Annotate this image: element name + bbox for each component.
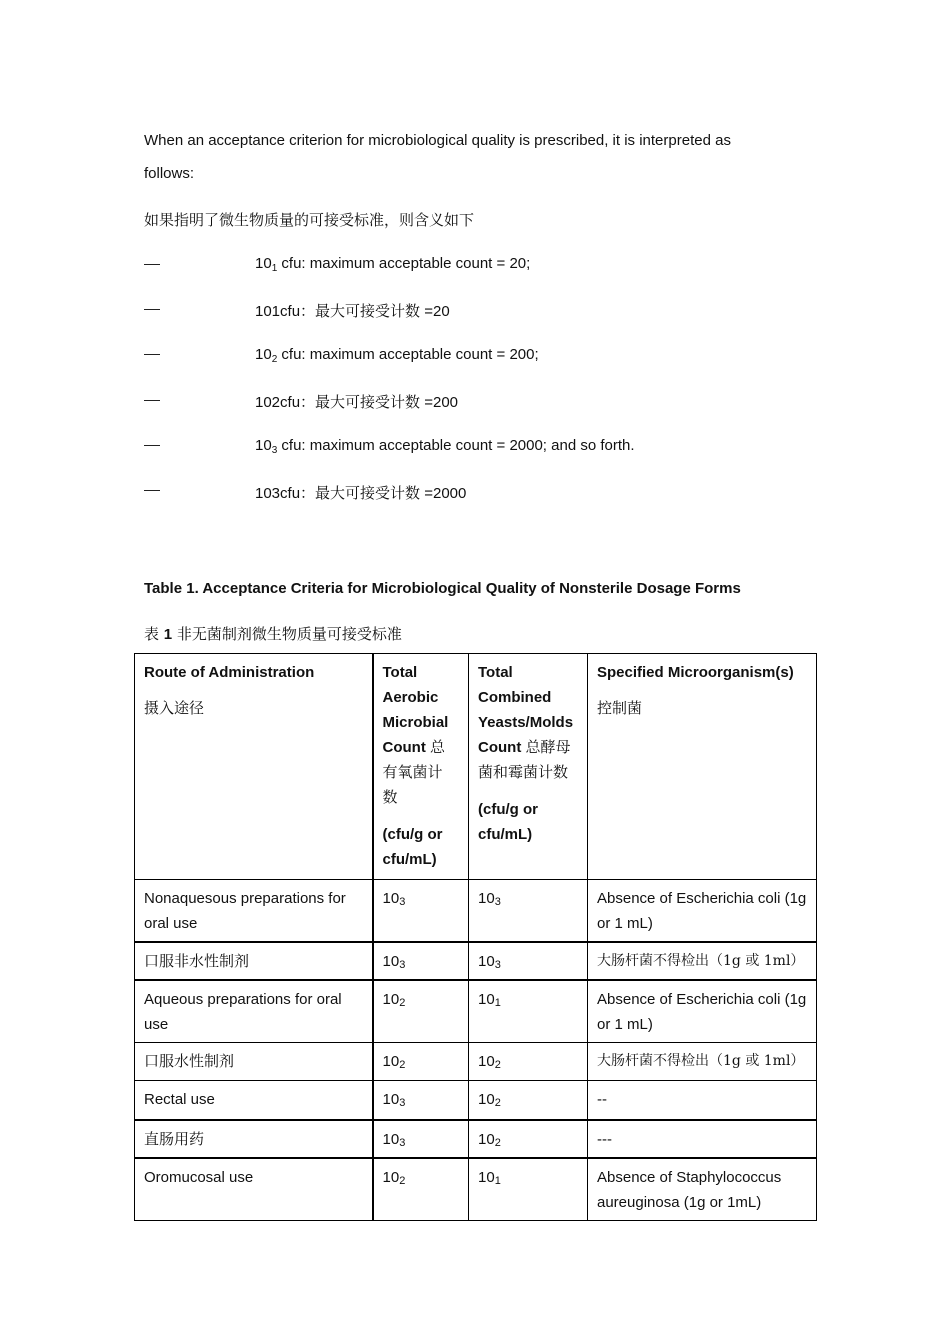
- cell-base: 10: [382, 1168, 400, 1186]
- header-tamc-en: Count: [382, 739, 426, 756]
- criterion-value: =200: [420, 394, 459, 411]
- acceptance-criteria-table: [134, 653, 817, 1221]
- cell-tymc: [469, 880, 588, 942]
- cell-base: 10: [382, 1091, 400, 1108]
- header-tamc: [373, 654, 469, 880]
- header-specified: [588, 654, 817, 880]
- table-header-row: [135, 654, 817, 880]
- header-tymc-en: Total: [478, 664, 513, 681]
- criterion-sub: 2: [271, 354, 278, 365]
- table-title-cn: [144, 623, 402, 644]
- cell-base: 10: [478, 1091, 495, 1108]
- header-tymc-en: Yeasts/Molds: [478, 714, 574, 731]
- header-tymc: [469, 654, 588, 880]
- criterion-prefix: 101cfu：: [255, 303, 316, 320]
- cell-base: 10: [478, 1053, 495, 1070]
- header-tamc-unit: (cfu/g or: [382, 826, 443, 843]
- cell-base: 10: [478, 952, 495, 970]
- intro-line-2: follows:: [144, 165, 195, 182]
- cell-sub: 2: [494, 1136, 501, 1149]
- header-tymc-en: Combined: [478, 689, 552, 706]
- cell-tymc: [469, 1158, 588, 1221]
- table-row: [135, 1120, 817, 1158]
- cell-tymc: [469, 1081, 588, 1120]
- header-tymc-unit: (cfu/g or: [478, 801, 538, 818]
- criterion-base: 10: [255, 346, 272, 363]
- cell-route: Nonaquesous preparations for oral use: [135, 880, 373, 942]
- cell-sub: 3: [399, 896, 406, 908]
- header-tamc-en: Aerobic: [382, 689, 439, 706]
- cell-base: 10: [382, 1053, 400, 1070]
- header-tymc-en: Count: [478, 739, 522, 756]
- criterion-2: [255, 346, 539, 363]
- cell-base: 10: [478, 1130, 495, 1148]
- dash-bullet: [144, 264, 160, 265]
- intro-line-1: When an acceptance criterion for microbiological quality is prescribed, it is interpreted as: [144, 132, 731, 149]
- header-tymc-cn: 总酵母: [525, 738, 571, 756]
- header-tamc-cn: 总: [430, 738, 446, 756]
- cell-sub: 3: [399, 1136, 406, 1149]
- table-row: [135, 1043, 817, 1081]
- table-row: [135, 942, 817, 980]
- table-title: Table 1. Acceptance Criteria for Microbiological Quality of Nonsterile Dosage Forms: [144, 580, 741, 597]
- criterion-value: =2000: [420, 485, 467, 502]
- cell-tamc: [373, 880, 469, 942]
- cell-base: 10: [478, 1168, 495, 1186]
- cell-specified: Absence of Staphylococcus aureuginosa (1g or 1mL): [588, 1158, 817, 1221]
- criterion-text: cfu: maximum acceptable count = 200;: [277, 346, 539, 363]
- header-route: [135, 654, 373, 880]
- cell-sub: 3: [399, 958, 406, 971]
- cell-sub: 2: [399, 996, 406, 1009]
- dash-bullet: [144, 490, 160, 491]
- cell-route: Aqueous preparations for oral use: [135, 980, 373, 1043]
- table-title-cn-num: 1: [163, 626, 173, 643]
- table-title-cn-prefix: 表: [144, 625, 164, 643]
- cell-sub: 2: [399, 1174, 406, 1187]
- header-specified-en: Specified Microorganism(s): [597, 664, 794, 681]
- cell-specified: Absence of Escherichia coli (1g or 1 mL): [588, 980, 817, 1043]
- criterion-text: cfu: maximum acceptable count = 20;: [277, 255, 531, 272]
- cell-specified: 大肠杆菌不得检出（1g 或 1ml）: [588, 1043, 817, 1081]
- cell-route: 直肠用药: [135, 1120, 373, 1158]
- cell-sub: 2: [494, 1059, 501, 1071]
- dash-bullet: [144, 354, 160, 355]
- cell-sub: 3: [399, 1097, 406, 1109]
- criterion-3-cn: [255, 482, 466, 503]
- criterion-sub: 3: [271, 445, 278, 456]
- dash-bullet: [144, 309, 160, 310]
- cell-specified: Absence of Escherichia coli (1g or 1 mL): [588, 880, 817, 942]
- criterion-cn: 最大可接受计数: [315, 484, 421, 502]
- table-row: [135, 1081, 817, 1120]
- criterion-prefix: 102cfu：: [255, 394, 316, 411]
- intro-cn: 如果指明了微生物质量的可接受标准，则含义如下: [144, 211, 475, 229]
- cell-route: 口服非水性制剂: [135, 942, 373, 980]
- cell-specified: ---: [588, 1120, 817, 1158]
- criterion-cn: 最大可接受计数: [315, 393, 421, 411]
- cell-route: Rectal use: [135, 1081, 373, 1120]
- table-row: [135, 1158, 817, 1221]
- criterion-1: [255, 255, 530, 272]
- header-tymc-cn: 菌和霉菌计数: [478, 763, 569, 781]
- cell-base: 10: [382, 952, 400, 970]
- table-row: [135, 980, 817, 1043]
- cell-sub: 2: [494, 1097, 501, 1109]
- criterion-1-cn: [255, 300, 450, 321]
- table-title-cn-text: 非无菌制剂微生物质量可接受标准: [172, 625, 402, 643]
- cell-base: 10: [478, 990, 495, 1008]
- cell-sub: 1: [494, 1174, 501, 1187]
- cell-base: 10: [478, 890, 495, 907]
- cell-sub: 3: [494, 896, 501, 908]
- cell-specified: --: [588, 1081, 817, 1120]
- cell-tamc: [373, 1081, 469, 1120]
- header-tamc-en: Microbial: [382, 714, 449, 731]
- criterion-sub: 1: [271, 263, 278, 274]
- cell-sub: 1: [494, 996, 501, 1009]
- cell-tamc: [373, 1043, 469, 1081]
- header-tamc-en: Total: [382, 664, 418, 681]
- header-specified-cn: 控制菌: [597, 699, 643, 717]
- criterion-base: 10: [255, 437, 272, 454]
- criterion-base: 10: [255, 255, 272, 272]
- header-tamc-cn: 有氧菌计: [382, 763, 443, 781]
- dash-bullet: [144, 400, 160, 401]
- cell-tymc: [469, 1043, 588, 1081]
- cell-tymc: [469, 942, 588, 980]
- cell-base: 10: [382, 1130, 400, 1148]
- cell-base: 10: [382, 890, 400, 907]
- cell-sub: 2: [399, 1059, 406, 1071]
- header-route-cn: 摄入途径: [144, 699, 205, 717]
- cell-tymc: [469, 1120, 588, 1158]
- criterion-2-cn: [255, 391, 458, 412]
- table-row: [135, 880, 817, 942]
- criterion-text: cfu: maximum acceptable count = 2000; and so forth.: [277, 437, 635, 454]
- cell-route: 口服水性制剂: [135, 1043, 373, 1081]
- header-tamc-cn: 数: [382, 788, 398, 806]
- cell-tamc: [373, 1158, 469, 1221]
- criterion-3: [255, 437, 635, 454]
- cell-sub: 3: [494, 958, 501, 971]
- dash-bullet: [144, 445, 160, 446]
- cell-route: Oromucosal use: [135, 1158, 373, 1221]
- criterion-value: =20: [420, 303, 450, 320]
- criterion-prefix: 103cfu：: [255, 485, 316, 502]
- header-tamc-unit: cfu/mL): [382, 851, 437, 868]
- cell-tymc: [469, 980, 588, 1043]
- header-tymc-unit: cfu/mL): [478, 826, 533, 843]
- criterion-cn: 最大可接受计数: [315, 302, 421, 320]
- cell-tamc: [373, 1120, 469, 1158]
- cell-tamc: [373, 980, 469, 1043]
- cell-tamc: [373, 942, 469, 980]
- cell-specified: 大肠杆菌不得检出（1g 或 1ml）: [588, 942, 817, 980]
- header-route-en: Route of Administration: [144, 664, 315, 681]
- cell-base: 10: [382, 990, 400, 1008]
